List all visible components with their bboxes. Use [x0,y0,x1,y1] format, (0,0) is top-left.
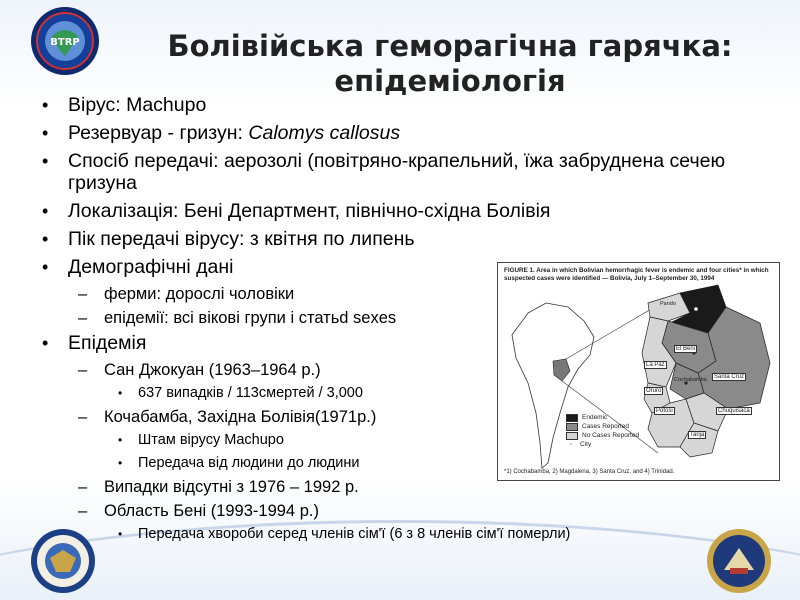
bullet-text: Епідемія [68,332,147,354]
bullet-text: Випадки відсутні з 1976 – 1992 р. [104,478,359,496]
bullet-text: 637 випадків / 113смертей / 3,000 [138,385,363,401]
map-legend [566,413,639,449]
species-name: Calomys callosus [248,122,401,144]
bullet-text: Штам вірусу Machupo [138,432,284,448]
dod-seal-logo [30,528,96,594]
subsubbullet-family [40,525,780,544]
bullet-marker: • [118,527,123,541]
bullet-virus [40,94,780,116]
legend-swatch-no-cases [566,432,578,440]
dash-marker: – [78,285,88,303]
dash-marker: – [78,478,88,496]
bullet-marker: • [42,333,49,353]
dash-marker: – [78,408,88,426]
dash-marker: – [78,309,88,327]
bullet-marker: • [118,456,123,470]
label-santa-cruz: Santa Cruz [714,374,745,380]
title-line-1: Болівійська геморагічна гарячка: [167,29,733,64]
bullet-marker: • [42,95,49,115]
bullet-text: Локалізація: Бені Департмент, північно-східна Болівія [68,200,551,222]
legend-item [566,440,639,449]
bullet-text: епідемії: всі вікові групи і статьd sexes [104,309,397,327]
label-oruro: Oruro [646,388,662,394]
legend-label: City [580,441,592,448]
bullet-location [40,200,780,222]
legend-swatch-cases [566,423,578,431]
legend-item [566,422,639,431]
bullet-marker: • [118,433,123,447]
bullet-text: Вірус: Machupo [68,94,207,116]
bullet-reservoir [40,122,780,144]
figure-caption: FIGURE 1. Area in which Bolivian hemorrhagic fever is endemic and four cities* in which suspected cases were identified — Bolivia, July 1–September 30, 1994 [504,267,769,282]
bullet-marker: • [42,229,49,249]
label-potosi: Potosi [656,408,673,414]
slide-title [110,29,790,99]
legend-item [566,413,639,422]
bullet-text: Передача від людини до людини [138,455,360,471]
label-pando: Pando [660,301,676,307]
bullet-marker: • [42,151,49,171]
bullet-text: Кочабамба, Західна Болівія(1971р.) [104,408,377,426]
legend-city-dot-icon: ◦ [569,441,573,448]
dash-marker: – [78,502,88,520]
bullet-text: Демографічні дані [68,256,234,278]
bullet-transmission [40,150,780,194]
bullet-text: Пік передачі вірусу: з квітня по липень [68,228,415,250]
svg-text:BTRP: BTRP [50,37,80,48]
bullet-peak [40,228,780,250]
bullet-text: Резервуар - гризун: [68,122,249,144]
bullet-text: Сан Джокуан (1963–1964 р.) [104,361,321,379]
bullet-text: Область Бені (1993-1994 р.) [104,502,319,520]
subbullet-beni [40,501,780,521]
figure-footnote: *1) Cochabamba, 2) Magdalena, 3) Santa Cruz, and 4) Trinidad. [504,469,675,475]
legend-label: Endemic [582,414,608,421]
bullet-text: Передача хвороби серед членів сім'ї (6 з 8 членів сім'ї померли) [138,526,571,542]
legend-label: Cases Reported [582,423,629,430]
bullet-marker: • [42,257,49,277]
bullet-marker: • [118,386,123,400]
bullet-text: Спосіб передачі: аерозолі (повітряно-крапельний, їжа забруднена сечею гризуна [68,150,726,194]
legend-item [566,431,639,440]
label-tarija: Tarija [690,432,705,438]
dash-marker: – [78,361,88,379]
label-la-paz: La Paz [646,362,665,368]
bullet-marker: • [42,201,49,221]
btrp-logo [30,6,100,76]
legend-label: No Cases Reported [582,432,640,439]
bolivia-map-figure [497,262,780,481]
legend-swatch-endemic [566,414,578,422]
bullet-marker: • [42,123,49,143]
bullet-text: ферми: дорослі чоловіки [104,285,295,303]
title-line-2: епідеміологія [334,64,566,99]
label-cochabamba: Cochabamba [674,377,707,383]
military-seal-logo [706,528,772,594]
label-chuquisaca: Chuquisaca [718,408,750,414]
label-el-beni: El Beni [676,346,696,352]
